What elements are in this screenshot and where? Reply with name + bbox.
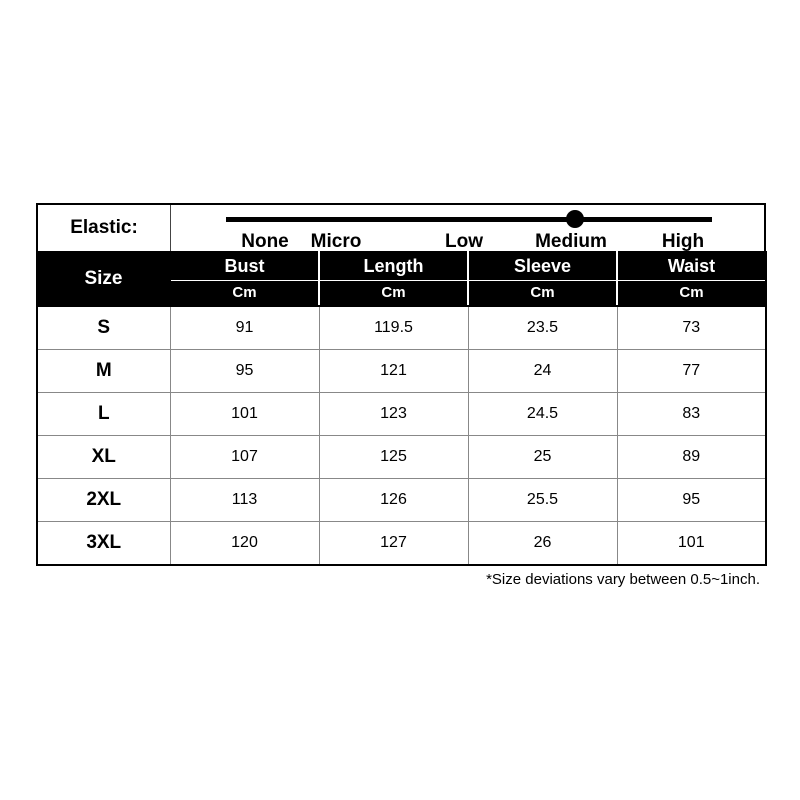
unit-label: Cm	[468, 280, 617, 306]
size-table	[36, 251, 767, 566]
elastic-scale-line	[226, 217, 712, 222]
unit-label: Cm	[319, 280, 468, 306]
table-cell: 23.5	[468, 306, 617, 350]
column-header-length: Length	[319, 252, 468, 280]
size-deviation-note: *Size deviations vary between 0.5~1inch.	[486, 571, 760, 588]
table-cell: 26	[468, 522, 617, 566]
table-cell: 73	[617, 306, 766, 350]
elastic-level-medium: Medium	[535, 231, 607, 252]
size-label: XL	[37, 436, 170, 479]
table-row	[37, 393, 766, 436]
size-label: 3XL	[37, 522, 170, 566]
table-cell: 123	[319, 393, 468, 436]
elastic-level-micro: Micro	[310, 231, 362, 252]
size-label: S	[37, 306, 170, 350]
table-cell: 25	[468, 436, 617, 479]
column-header-sleeve: Sleeve	[468, 252, 617, 280]
table-cell: 24.5	[468, 393, 617, 436]
elastic-indicator-dot	[566, 210, 584, 228]
table-cell: 127	[319, 522, 468, 566]
table-cell: 77	[617, 350, 766, 393]
table-cell: 120	[170, 522, 319, 566]
table-cell: 89	[617, 436, 766, 479]
table-cell: 91	[170, 306, 319, 350]
table-cell: 113	[170, 479, 319, 522]
table-cell: 121	[319, 350, 468, 393]
table-cell: 83	[617, 393, 766, 436]
elastic-level-none: None	[241, 231, 289, 252]
table-row	[37, 522, 766, 566]
table-cell: 107	[170, 436, 319, 479]
size-header: Size	[37, 252, 170, 306]
table-cell: 125	[319, 436, 468, 479]
column-header-waist: Waist	[617, 252, 766, 280]
unit-label: Cm	[170, 280, 319, 306]
elastic-scale-row	[36, 203, 766, 251]
table-cell: 119.5	[319, 306, 468, 350]
table-cell: 24	[468, 350, 617, 393]
table-cell: 101	[170, 393, 319, 436]
table-row	[37, 306, 766, 350]
table-cell: 101	[617, 522, 766, 566]
size-chart	[36, 203, 766, 566]
table-row	[37, 350, 766, 393]
table-cell: 95	[170, 350, 319, 393]
elastic-level-low: Low	[445, 231, 483, 252]
table-row	[37, 436, 766, 479]
table-cell: 126	[319, 479, 468, 522]
table-cell: 25.5	[468, 479, 617, 522]
size-label: M	[37, 350, 170, 393]
size-label: 2XL	[37, 479, 170, 522]
elastic-label: Elastic:	[38, 205, 171, 251]
table-cell: 95	[617, 479, 766, 522]
elastic-level-high: High	[661, 231, 705, 252]
unit-label: Cm	[617, 280, 766, 306]
table-row	[37, 479, 766, 522]
column-header-bust: Bust	[170, 252, 319, 280]
size-label: L	[37, 393, 170, 436]
